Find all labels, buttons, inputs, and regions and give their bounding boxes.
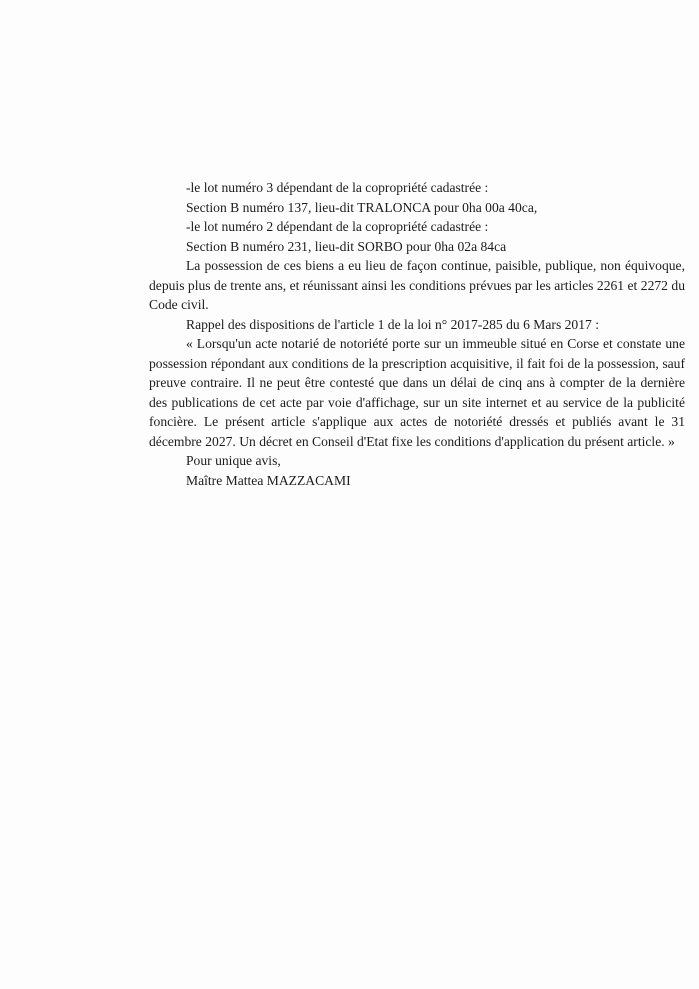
possession-paragraph: La possession de ces biens a eu lieu de façon continue, paisible, publique, non équivoque, depuis plus de trente ans, et réunissant ainsi les conditions prévues par les articles 2261 et 2272 du Code civil. xyxy=(149,258,685,312)
quote-paragraph: « Lorsqu'un acte notarié de notoriété porte sur un immeuble situé en Corse et constate une possession répondant aux conditions de la prescription acquisitive, il fait foi de la possession, sauf preuve contraire. Il ne peut être contesté que dans un délai de cinq ans à compter de la dernière des publications de cet acte par voie d'affichage, sur un site internet et au service de la publicité foncière. Le présent article s'applique aux actes de notoriété dressés et publiés avant le 31 décembre 2027. Un décret en Conseil d'Etat fixe les conditions d'application du présent article. » xyxy=(149,336,685,449)
lot-3-line: -le lot numéro 3 dépendant de la copropriété cadastrée : xyxy=(186,180,489,195)
notice-body xyxy=(149,178,685,490)
lot-2-line: -le lot numéro 2 dépendant de la copropriété cadastrée : xyxy=(186,219,489,234)
section-b-137-line: Section B numéro 137, lieu-dit TRALONCA pour 0ha 00a 40ca, xyxy=(186,199,538,215)
section-b-231-line: Section B numéro 231, lieu-dit SORBO pour 0ha 02a 84ca xyxy=(186,238,507,254)
closing-line: Pour unique avis, xyxy=(186,453,281,468)
reminder-heading: Rappel des dispositions de l'article 1 de la loi n° 2017-285 du 6 Mars 2017 : xyxy=(186,316,599,332)
signature: Maître Mattea MAZZACAMI xyxy=(186,472,351,488)
